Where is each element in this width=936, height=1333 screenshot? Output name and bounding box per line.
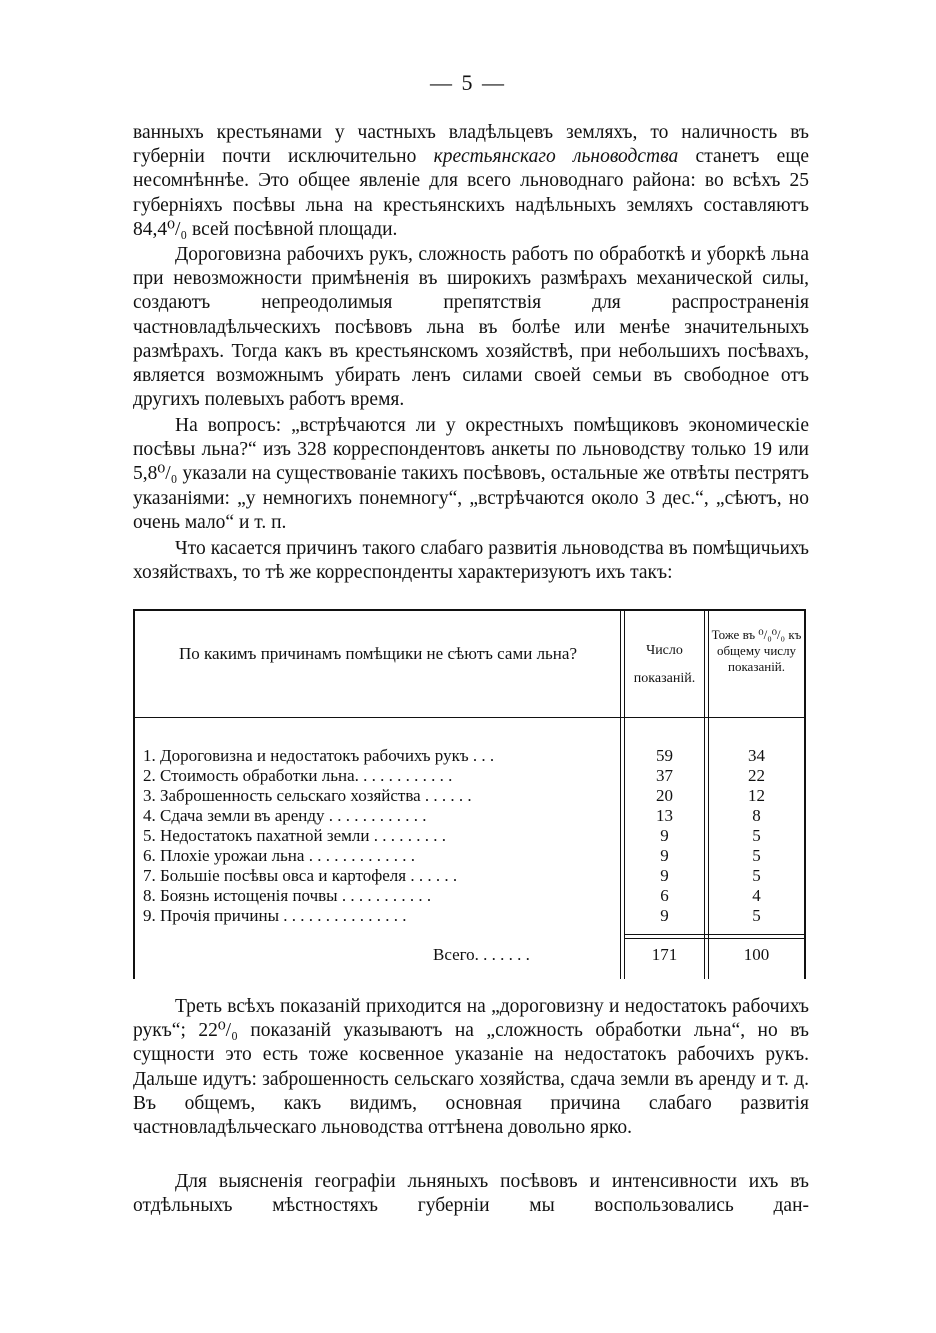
paragraph-4	[133, 537, 809, 585]
row-percent: 8	[752, 806, 761, 825]
paragraph-2-text: Дороговизна рабочихъ рукъ, сложность работъ по обработкѣ и уборкѣ льна при невозможности примѣненія въ широкихъ размѣрахъ механической силы, создаютъ непреодолимыя препятствія для распространенія частновладѣльческихъ посѣвовъ льна въ болѣе или менѣе значительныхъ размѣрахъ. Тогда какъ въ крестьянскомъ хозяйствѣ, при небольшихъ посѣвахъ, является возможнымъ убирать ленъ силами своей семьи въ свободное отъ другихъ полевыхъ работъ время.	[133, 244, 809, 411]
table-total-row	[133, 945, 806, 965]
row-label: 7. Большіе посѣвы овса и картофеля . . . . . .	[143, 866, 458, 885]
row-label: 5. Недостатокъ пахатной земли . . . . . . . . .	[143, 826, 446, 845]
table-row	[133, 846, 806, 866]
table-row	[133, 826, 806, 846]
table-row	[133, 766, 806, 786]
row-count: 59	[656, 746, 673, 765]
table-row	[133, 746, 806, 766]
row-count: 13	[656, 806, 673, 825]
paragraph-3	[133, 414, 809, 535]
row-label: 1. Дороговизна и недостатокъ рабочихъ рукъ . . .	[143, 746, 495, 765]
total-percent: 100	[743, 945, 770, 964]
paragraph-1-text-a: ванныхъ крестьянами у частныхъ владѣльцевъ земляхъ, то наличность въ губерніи почти исключительно	[133, 122, 809, 168]
total-count: 171	[651, 945, 678, 964]
table-row	[133, 786, 806, 806]
row-count: 20	[656, 786, 673, 805]
row-count: 9	[660, 826, 669, 845]
row-count: 9	[660, 906, 669, 925]
paragraph-1-italic: крестьянскаго льноводства	[433, 146, 679, 168]
paragraph-1-text-b: станетъ еще несомнѣннѣе. Это общее явленіе для всего льноводнаго района: во всѣхъ 25 губерніяхъ посѣвы льна на крестьянскихъ надѣльныхъ земляхъ составляютъ 84,4⁰/₀ всей посѣвной площади.	[133, 146, 809, 240]
paragraph-4-text: Что касается причинъ такого слабаго развитія льноводства въ помѣщичьихъ хозяйствахъ, то тѣ же корреспонденты характеризуютъ ихъ такъ:	[133, 538, 809, 584]
paragraph-5-text: Треть всѣхъ показаній приходится на „дороговизну и недостатокъ рабочихъ рукъ“; 22⁰/₀ показаній указываютъ на „сложность обработки льна“, но въ сущности это есть тоже косвенное указаніе на недостатокъ рабочихъ рукъ. Дальше идутъ: заброшенность сельскаго хозяйства, сдача земли въ аренду и т. д. Въ общемъ, какъ видимъ, основная причина слабаго развитія частновладѣльческаго льноводства оттѣнена довольно ярко.	[133, 996, 809, 1139]
table-row	[133, 806, 806, 826]
table-header-separator	[133, 717, 806, 718]
paragraph-6	[133, 1170, 809, 1218]
row-label: 6. Плохіе урожаи льна . . . . . . . . . . . . .	[143, 846, 415, 865]
row-count: 6	[660, 886, 669, 905]
table-row	[133, 906, 806, 926]
row-percent: 22	[748, 766, 765, 785]
header-percent: Тоже въ ⁰/₀⁰/₀ къ общему числу показаній.	[711, 627, 802, 674]
paragraph-3-text: На вопросъ: „встрѣчаются ли у окрестныхъ помѣщиковъ экономическіе посѣвы льна?“ изъ 328 корреспондентовъ анкеты по льноводству только 19 или 5,8⁰/₀ указали на существованіе такихъ посѣвовъ, остальные же отвѣты пестрятъ указаніями: „у немногихъ понемногу“, „встрѣчаются около 3 дес.“, „сѣютъ, но очень мало“ и т. п.	[133, 415, 809, 533]
row-label: 2. Стоимость обработки льна. . . . . . . . . . . .	[143, 766, 453, 785]
paragraph-1	[133, 121, 809, 242]
page-number: — 5 —	[430, 70, 506, 95]
row-percent: 34	[748, 746, 765, 765]
row-count: 37	[656, 766, 673, 785]
header-count: Число показаній.	[633, 643, 696, 686]
table-total-rule	[624, 938, 806, 939]
row-label: 9. Прочія причины . . . . . . . . . . . . . . .	[143, 906, 407, 925]
row-percent: 5	[752, 906, 761, 925]
paragraph-6-text: Для выясненія географіи льняныхъ посѣвовъ и интенсивности ихъ въ отдѣльныхъ мѣстностяхъ губерніи мы воспользовались дан-	[133, 1171, 809, 1217]
total-label: Всего. . . . . . .	[433, 945, 530, 964]
row-percent: 5	[752, 826, 761, 845]
row-label: 8. Боязнь истощенія почвы . . . . . . . . . . .	[143, 886, 432, 905]
row-percent: 4	[752, 886, 761, 905]
table-row	[133, 886, 806, 906]
row-percent: 5	[752, 846, 761, 865]
causes-table	[133, 609, 806, 979]
row-count: 9	[660, 866, 669, 885]
paragraph-5	[133, 995, 809, 1140]
row-label: 3. Заброшенность сельскаго хозяйства . . . . . .	[143, 786, 472, 805]
row-label: 4. Сдача земли въ аренду . . . . . . . . . . . .	[143, 806, 427, 825]
table-border-top	[133, 609, 806, 611]
row-percent: 5	[752, 866, 761, 885]
paragraph-2	[133, 243, 809, 412]
header-cause: По какимъ причинамъ помѣщики не сѣютъ сами льна?	[178, 644, 577, 663]
table-row	[133, 866, 806, 886]
row-count: 9	[660, 846, 669, 865]
row-percent: 12	[748, 786, 765, 805]
table-total-rule	[624, 934, 806, 935]
